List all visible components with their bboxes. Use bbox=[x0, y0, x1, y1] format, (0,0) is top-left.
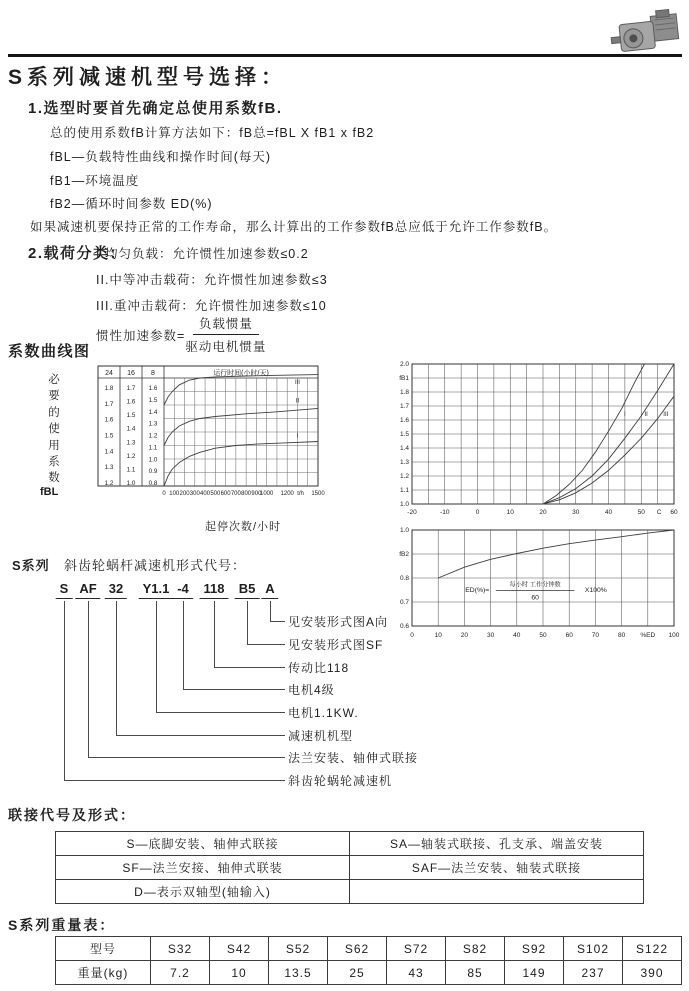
model-code-part: Y1.1 bbox=[139, 581, 174, 599]
tick-label: 1.2 bbox=[399, 473, 409, 481]
tick-label: 1.1 bbox=[399, 487, 409, 495]
tick-label: 0.9 bbox=[148, 468, 158, 476]
tick-label: 40 bbox=[513, 632, 521, 639]
tick-label: I bbox=[296, 433, 299, 440]
tick-label: 1.7 bbox=[399, 403, 409, 411]
connection-cell bbox=[350, 880, 644, 904]
tick-label: -20 bbox=[407, 509, 417, 516]
fbl-definition: fBL—负载特性曲线和操作时间(每天) bbox=[50, 150, 272, 164]
gearmotor-photo bbox=[606, 8, 686, 56]
callout-connector bbox=[64, 601, 285, 781]
section1-heading: 1.选型时要首先确定总使用系数fB. bbox=[28, 100, 283, 117]
tick-label: 0 bbox=[410, 632, 414, 639]
usage-factor-formula-line: 总的使用系数fB计算方法如下：fB总=fBL X fB1 x fB2 bbox=[50, 126, 375, 140]
tick-label: fB2 bbox=[399, 551, 409, 559]
model-code-part: S bbox=[56, 581, 73, 599]
weight-header-cell: S42 bbox=[210, 937, 269, 961]
weight-header-cell: S72 bbox=[387, 937, 446, 961]
model-code-part: 118 bbox=[200, 581, 229, 599]
connection-cell: SF—法兰安接、轴伸式联装 bbox=[56, 856, 350, 880]
tick-label: 30 bbox=[572, 509, 580, 516]
callout-label: 见安装形式图SF bbox=[288, 638, 384, 652]
tick-label: 1.0 bbox=[126, 480, 136, 487]
tick-label: 100 bbox=[169, 491, 180, 497]
connection-cell: SAF—法兰安装、轴装式联接 bbox=[350, 856, 644, 880]
model-code-title: 斜齿轮蜗杆减速机形式代号： bbox=[64, 558, 247, 573]
inertia-fraction bbox=[185, 314, 266, 355]
tick-label: 2.0 bbox=[399, 361, 409, 369]
tick-label: 1.0 bbox=[148, 456, 158, 464]
inertia-denominator: 驱动电机惯量 bbox=[185, 340, 267, 354]
model-code-part: A bbox=[261, 581, 278, 599]
connection-cell: S—底脚安装、轴伸式联接 bbox=[56, 832, 350, 856]
weight-value-cell: 10 bbox=[210, 961, 269, 985]
connection-cell: SA—轴装式联接、孔支承、端盖安装 bbox=[350, 832, 644, 856]
tick-label: 0.8 bbox=[399, 575, 409, 583]
callout-connector bbox=[183, 601, 285, 690]
tick-label: 1.7 bbox=[126, 385, 136, 392]
weight-value-cell: 237 bbox=[564, 961, 623, 985]
callout-label: 电机4级 bbox=[288, 683, 335, 697]
fb1-temperature-chart bbox=[386, 356, 686, 520]
tick-label: 700 bbox=[230, 491, 241, 497]
tick-label: ED(%)= bbox=[465, 587, 490, 595]
table-row bbox=[56, 832, 644, 856]
tick-label: 30 bbox=[486, 632, 495, 639]
weight-value-cell: 43 bbox=[387, 961, 446, 985]
model-code-part: AF bbox=[75, 581, 100, 599]
tick-label: 0.8 bbox=[148, 480, 158, 487]
tick-label: 10 bbox=[506, 509, 514, 516]
tick-label: 1.1 bbox=[148, 444, 158, 452]
tick-label: 1.6 bbox=[126, 398, 136, 406]
tick-label: 1000 bbox=[259, 491, 274, 497]
tick-label: 1.8 bbox=[104, 385, 114, 392]
fb2-ed-chart bbox=[386, 522, 686, 644]
tick-label: 1.2 bbox=[148, 432, 158, 440]
callout-label: 见安装形式图A向 bbox=[288, 615, 389, 629]
weight-header-cell: S122 bbox=[623, 937, 682, 961]
inertia-formula-label: 惯性加速参数= bbox=[96, 328, 186, 343]
fbl-curve-chart bbox=[96, 364, 330, 506]
tick-label: 1.4 bbox=[399, 445, 409, 453]
callout-label: 电机1.1KW. bbox=[288, 706, 359, 720]
tick-label: 600 bbox=[220, 491, 231, 497]
tick-label: 200 bbox=[179, 491, 190, 497]
weight-header-cell: S52 bbox=[269, 937, 328, 961]
callout-label: 传动比118 bbox=[288, 661, 350, 675]
top-rule bbox=[8, 54, 682, 57]
tick-label: 16 bbox=[127, 370, 135, 377]
axis-caption-char: 用 bbox=[48, 439, 60, 452]
tick-label: 1.1 bbox=[126, 466, 136, 474]
weight-header-cell: S82 bbox=[446, 937, 505, 961]
charts-heading: 系数曲线图 bbox=[8, 343, 91, 360]
tick-label: 20 bbox=[460, 632, 469, 639]
tick-label: 1.4 bbox=[126, 425, 136, 433]
tick-label: 0 bbox=[162, 491, 166, 497]
tick-label: 1.3 bbox=[399, 459, 409, 467]
tick-label: 1.6 bbox=[399, 417, 409, 425]
tick-label: t/h bbox=[297, 491, 304, 497]
series-label: S系列 bbox=[12, 558, 50, 573]
axis-caption-char: 系 bbox=[48, 456, 60, 469]
tick-label: 300 bbox=[189, 491, 200, 497]
tick-label: 70 bbox=[591, 632, 600, 639]
table-row bbox=[56, 880, 644, 904]
axis-caption-char: 要 bbox=[48, 390, 60, 403]
tick-label: II bbox=[295, 398, 300, 405]
tick-label: 1.4 bbox=[148, 408, 158, 416]
tick-label: 24 bbox=[105, 370, 113, 377]
tick-label: 1200 bbox=[280, 491, 294, 497]
tick-label: C bbox=[656, 509, 662, 516]
tick-label: 1.4 bbox=[104, 448, 114, 456]
model-code-part: B5 bbox=[235, 581, 260, 599]
weight-table bbox=[55, 936, 682, 985]
callout-label: 法兰安装、轴伸式联接 bbox=[288, 751, 419, 765]
weight-row-label: 重量(kg) bbox=[56, 961, 151, 985]
axis-caption-char: 必 bbox=[48, 374, 60, 386]
tick-label: 50 bbox=[637, 509, 645, 516]
axis-caption-char: 数 bbox=[48, 472, 60, 485]
tick-label: 40 bbox=[604, 509, 613, 516]
tick-label: -10 bbox=[440, 509, 450, 516]
load-class-3: III.重冲击载荷：允许惯性加速参数≤10 bbox=[96, 299, 327, 313]
tick-label: 8 bbox=[151, 370, 155, 377]
weight-header-cell: S92 bbox=[505, 937, 564, 961]
tick-label: 1.5 bbox=[104, 432, 114, 440]
inertia-formula bbox=[96, 314, 266, 355]
tick-label: X100% bbox=[584, 587, 607, 595]
tick-label: I bbox=[624, 411, 626, 418]
weight-value-cell: 7.2 bbox=[151, 961, 210, 985]
tick-label: 1500 bbox=[311, 491, 325, 497]
tick-label: 1.3 bbox=[104, 464, 114, 472]
page-title: S系列减速机型号选择： bbox=[8, 66, 288, 89]
tick-label: fB1 bbox=[399, 375, 409, 383]
weight-value-cell: 25 bbox=[328, 961, 387, 985]
callout-connector bbox=[247, 601, 285, 645]
tick-label: 1.2 bbox=[104, 480, 114, 487]
table-row bbox=[56, 961, 682, 985]
tick-label: 50 bbox=[539, 632, 547, 639]
tick-label: 1.7 bbox=[104, 400, 114, 408]
curve bbox=[164, 408, 318, 445]
table-row bbox=[56, 856, 644, 880]
tick-label: 0.7 bbox=[399, 599, 409, 607]
weight-value-cell: 13.5 bbox=[269, 961, 328, 985]
weight-header-cell: 型号 bbox=[56, 937, 151, 961]
fbl-axis-unit: fBL bbox=[40, 486, 59, 498]
tick-label: 80 bbox=[617, 632, 626, 639]
table-row bbox=[56, 937, 682, 961]
tick-label: 60 bbox=[531, 594, 539, 602]
weight-header-cell: S32 bbox=[151, 937, 210, 961]
tick-label: II bbox=[644, 411, 648, 418]
inertia-numerator: 负载惯量 bbox=[193, 314, 259, 335]
tick-label: 0.6 bbox=[399, 623, 409, 631]
callout-connector bbox=[116, 601, 285, 736]
tick-label: 800 bbox=[241, 491, 252, 497]
weight-value-cell: 149 bbox=[505, 961, 564, 985]
connection-table bbox=[55, 831, 644, 904]
tick-label: 900 bbox=[251, 491, 262, 497]
axis-caption-char: 使 bbox=[48, 423, 60, 436]
tick-label: 1.0 bbox=[399, 501, 409, 509]
model-code-part: 32 bbox=[105, 581, 127, 599]
weight-header-cell: S102 bbox=[564, 937, 623, 961]
callout-connector bbox=[156, 601, 285, 713]
connection-heading: 联接代号及形式： bbox=[8, 807, 136, 823]
model-code-part: -4 bbox=[173, 581, 193, 599]
tick-label: 400 bbox=[200, 491, 211, 497]
tick-label: 20 bbox=[539, 509, 547, 516]
tick-label: 1.2 bbox=[126, 452, 136, 460]
axis-caption-char: 的 bbox=[48, 406, 60, 419]
callout-label: 减速机机型 bbox=[288, 729, 354, 743]
tick-label: 1.3 bbox=[148, 420, 158, 428]
tick-label: 1.5 bbox=[148, 396, 158, 404]
tick-label: 0 bbox=[475, 509, 480, 516]
fb2-definition: fB2—循环时间参数 ED(%) bbox=[50, 197, 213, 211]
callout-label: 斜齿轮蜗轮减速机 bbox=[288, 774, 393, 788]
load-class-2: II.中等冲击载荷：允许惯性加速参数≤3 bbox=[96, 273, 328, 287]
service-life-note: 如果减速机要保持正常的工作寿命，那么计算出的工作参数fB总应低于允许工作参数fB。 bbox=[30, 220, 558, 234]
weight-value-cell: 85 bbox=[446, 961, 505, 985]
callout-connector bbox=[214, 601, 285, 668]
tick-label: 100 bbox=[668, 632, 680, 639]
tick-label: 10 bbox=[434, 632, 442, 639]
weight-value-cell: 390 bbox=[623, 961, 682, 985]
weight-header-cell: S62 bbox=[328, 937, 387, 961]
curve bbox=[164, 442, 318, 487]
fb1-definition: fB1—环境温度 bbox=[50, 174, 140, 188]
tick-label: 每小时 工作分钟数 bbox=[509, 581, 561, 589]
weight-heading: S系列重量表： bbox=[8, 917, 116, 933]
fbl-axis-caption bbox=[46, 372, 62, 487]
tick-label: 1.8 bbox=[399, 389, 409, 397]
callout-connector bbox=[88, 601, 285, 758]
section2-heading: 2.载荷分类： bbox=[28, 245, 127, 262]
callout-connector bbox=[270, 601, 285, 622]
tick-label: 1.3 bbox=[126, 439, 136, 447]
tick-label: 500 bbox=[210, 491, 221, 497]
tick-label: %ED bbox=[640, 632, 656, 639]
connection-cell: D—表示双轴型(轴输入) bbox=[56, 880, 350, 904]
tick-label: 1.5 bbox=[399, 431, 409, 439]
tick-label: 60 bbox=[670, 509, 678, 516]
tick-label: 1.5 bbox=[126, 412, 136, 420]
tick-label: 1.6 bbox=[104, 416, 114, 424]
tick-label: III bbox=[663, 411, 669, 418]
load-class-1: I.均匀负载：允许惯性加速参数≤0.2 bbox=[96, 247, 309, 261]
tick-label: 1.0 bbox=[399, 527, 409, 535]
tick-label: III bbox=[294, 380, 300, 387]
tick-label: 60 bbox=[565, 632, 573, 639]
fbl-xlabel: 起停次数/小时 bbox=[205, 521, 282, 533]
tick-label: 1.6 bbox=[148, 385, 158, 392]
tick-label: 运行时间(小时/天) bbox=[213, 370, 269, 377]
